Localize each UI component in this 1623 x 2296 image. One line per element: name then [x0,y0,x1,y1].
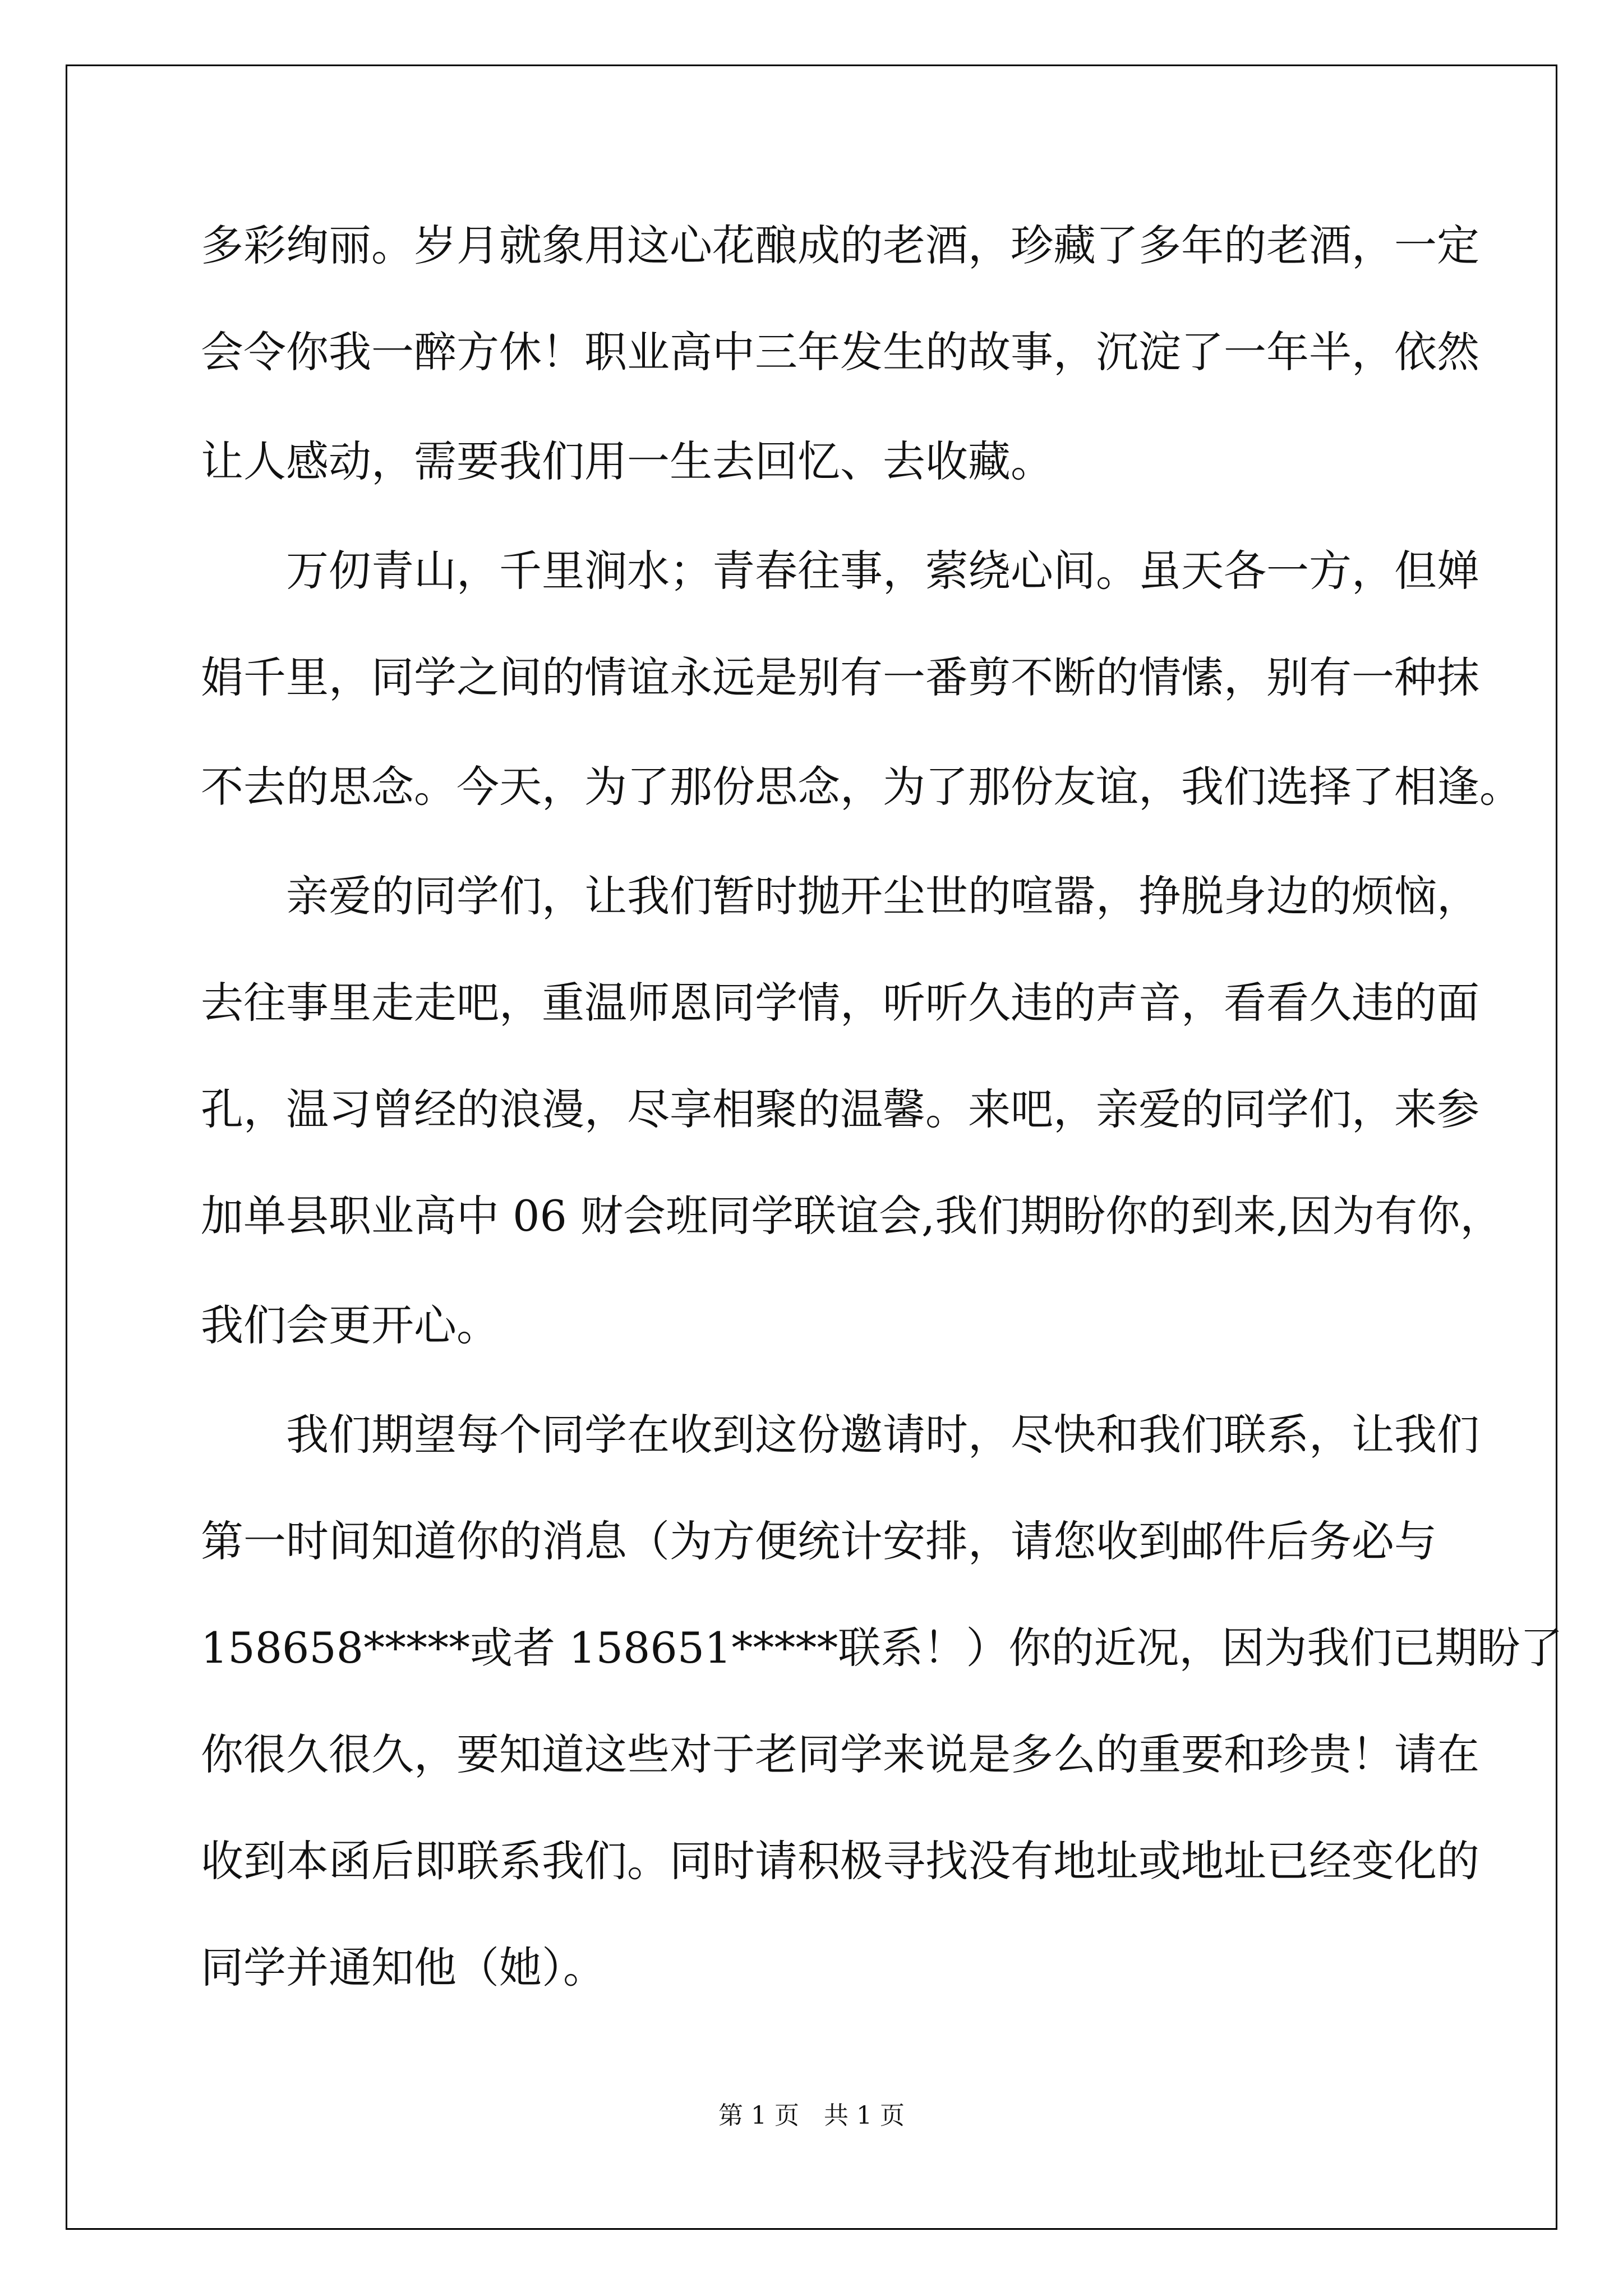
text-line: 不去的思念。今天，为了那份思念，为了那份友谊，我们选择了相逢。 [201,762,1522,812]
text-line: 同学并通知他（她）。 [201,1943,606,1993]
text-line: 让人感动，需要我们用一生去回忆、去收藏。 [201,436,1053,486]
page-number-footer: 第 1 页 共 1 页 [718,2101,905,2130]
text-line: 你很久很久，要知道这些对于老同学来说是多么的重要和珍贵！请在 [201,1729,1479,1779]
text-line: 孔，温习曾经的浪漫，尽享相聚的温馨。来吧，亲爱的同学们，来参 [201,1084,1479,1134]
text-line: 去往事里走走吧，重温师恩同学情，听听久违的声音，看看久违的面 [201,978,1479,1028]
paragraph-start-line: 我们期望每个同学在收到这份邀请时，尽快和我们联系，让我们 [201,1410,1479,1460]
text-line: 收到本函后即联系我们。同时请积极寻找没有地址或地址已经变化的 [201,1836,1479,1886]
text-line: 多彩绚丽。岁月就象用这心花酿成的老酒，珍藏了多年的老酒，一定 [201,220,1479,270]
text-line: 第一时间知道你的消息（为方便统计安排，请您收到邮件后务必与 [201,1516,1437,1566]
text-line: 158658*****或者 158651*****联系！）你的近况，因为我们已期盼了 [201,1623,1563,1673]
text-line: 加单县职业高中 06 财会班同学联谊会,我们期盼你的到来,因为有你， [201,1191,1503,1241]
paragraph-start-line: 亲爱的同学们，让我们暂时抛开尘世的喧嚣，挣脱身边的烦恼， [201,871,1479,921]
paragraph-start-line: 万仞青山，千里涧水；青春往事，萦绕心间。虽天各一方，但婵 [201,546,1479,596]
text-line: 娟千里，同学之间的情谊永远是别有一番剪不断的情愫，别有一种抹 [201,652,1479,702]
text-line: 会令你我一醉方休！职业高中三年发生的故事，沉淀了一年半，依然 [201,327,1479,377]
text-line: 我们会更开心。 [201,1300,499,1350]
document-body [201,192,1563,2021]
